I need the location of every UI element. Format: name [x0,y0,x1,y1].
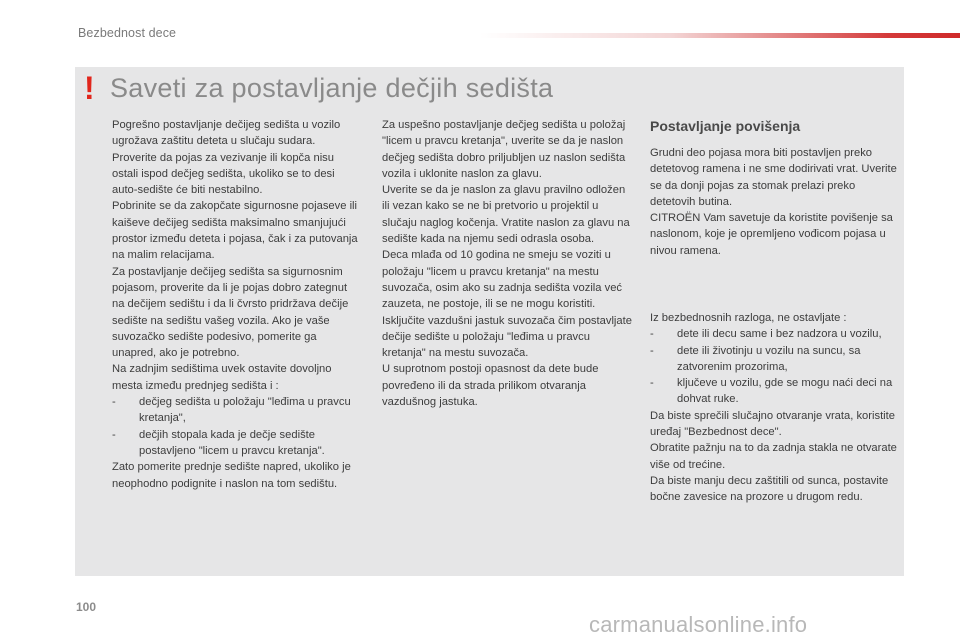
dash-marker: - [650,328,654,341]
column-right-top [650,117,902,259]
column-right-bottom [650,310,902,506]
dash-marker: - [112,428,116,441]
list-item-text: dete ili životinju u vozilu na suncu, sa zatvorenim prozorima, [677,344,861,373]
list-item-text: dete ili decu same i bez nadzora u vozilu, [677,328,882,341]
paragraph: Pobrinite se da zakopčate sigurnosne pojaseve ili kaiševe dečijeg sedišta maksimalno smanjujući prostor između deteta i pojasa, čak i za putovanja na malim relacijama. [112,200,358,262]
paragraph: Da biste sprečili slučajno otvaranje vrata, koristite uređaj "Bezbednost dece". [650,409,895,439]
list-item [112,394,362,427]
dash-marker: - [650,377,654,390]
header-accent-bar [480,33,960,38]
paragraph: Isključite vazdušni jastuk suvozača čim postavljate dečije sedište u položaju "leđima u pravcu kretanja" na mestu suvozača. [382,314,632,360]
paragraph: Iz bezbednosnih razloga, ne ostavljate : [650,312,847,324]
list-item [650,343,902,376]
dash-marker: - [112,396,116,409]
list-item-text: dečjih stopala kada je dečje sedište postavljeno "licem u pravcu kretanja". [139,428,325,457]
paragraph: Grudni deo pojasa mora biti postavljen preko detetovog ramena i ne sme dodirivati vrat. Uverite se da donji pojas za stomak prelazi preko detetovih butina. [650,147,897,208]
paragraph: Obratite pažnju na to da zadnja stakla ne otvarate više od trećine. [650,442,897,471]
list-item [112,427,362,460]
paragraph: Zato pomerite prednje sedište napred, ukoliko je neophodno podignite i naslon na tom sedištu. [112,461,351,490]
paragraph: Na zadnjim sedištima uvek ostavite dovoljno mesta između prednjeg sedišta i : [112,363,332,392]
watermark: carmanualsonline.info [589,612,808,637]
column-middle [382,117,634,410]
paragraph: Za postavljanje dečijeg sedišta sa sigurnosnim pojasom, proverite da li je pojas dobro zategnut na dečijem sedištu i da li čvrsto pridržava dečije sedište na sedištu vašeg vozila. Ako je vaše suvozačko sedište podesivo, pomerite ga unapred, ako je potrebno. [112,265,349,360]
paragraph: Proverite da pojas za vezivanje ili kopča nisu ostali ispod dečjeg sedišta, ukoliko se to desi auto-sedište će biti nestabilno. [112,151,335,197]
list-item [650,326,902,342]
paragraph: Da biste manju decu zaštitili od sunca, postavite bočne zavesice na prozore u drugom redu. [650,474,889,504]
warning-icon: ! [84,70,95,106]
dash-marker: - [650,344,654,357]
paragraph: CITROËN Vam savetuje da koristite povišenje sa naslonom, koje je opremljeno vođicom pojasa u nivou ramena. [650,212,893,257]
section-title: Bezbednost dece [78,26,177,40]
paragraph: Za uspešno postavljanje dečjeg sedišta u položaj "licem u pravcu kretanja", uverite se da je naslon dečjeg sedišta dobro priljubljen uz naslon sedišta vozila i uklonite naslon za glavu. [382,119,626,180]
list-item-text: dečjeg sedišta u položaju "leđima u pravcu kretanja", [139,396,351,425]
column-left [112,117,362,492]
list-item-text: ključeve u vozilu, gde se mogu naći deci na dohvat ruke. [677,377,893,406]
subheading: Postavljanje povišenja [650,118,801,134]
page-number: 100 [76,600,97,614]
paragraph: U suprotnom postoji opasnost da dete bude povređeno ili da strada prilikom otvaranja vazdušnog jastuka. [382,363,599,409]
paragraph: Deca mlađa od 10 godina ne smeju se voziti u položaju "licem u pravcu kretanja" na mestu suvozača, osim ako su zadnja sedišta vozila već zauzeta, ne postoje, ili se ne mogu koristiti. [382,249,623,311]
paragraph: Uverite se da je naslon za glavu pravilno odložen ili vezan kako se ne bi pretvorio u projektil u slučaju naglog kočenja. Vratite naslon za glavu na sedište kada na njemu sedi odrasla osoba. [382,184,630,246]
list-item [650,375,902,408]
panel-heading: Saveti za postavljanje dečjih sedišta [110,73,554,103]
paragraph: Pogrešno postavljanje dečijeg sedišta u vozilo ugrožava zaštitu deteta u slučaju sudara. [112,119,341,148]
